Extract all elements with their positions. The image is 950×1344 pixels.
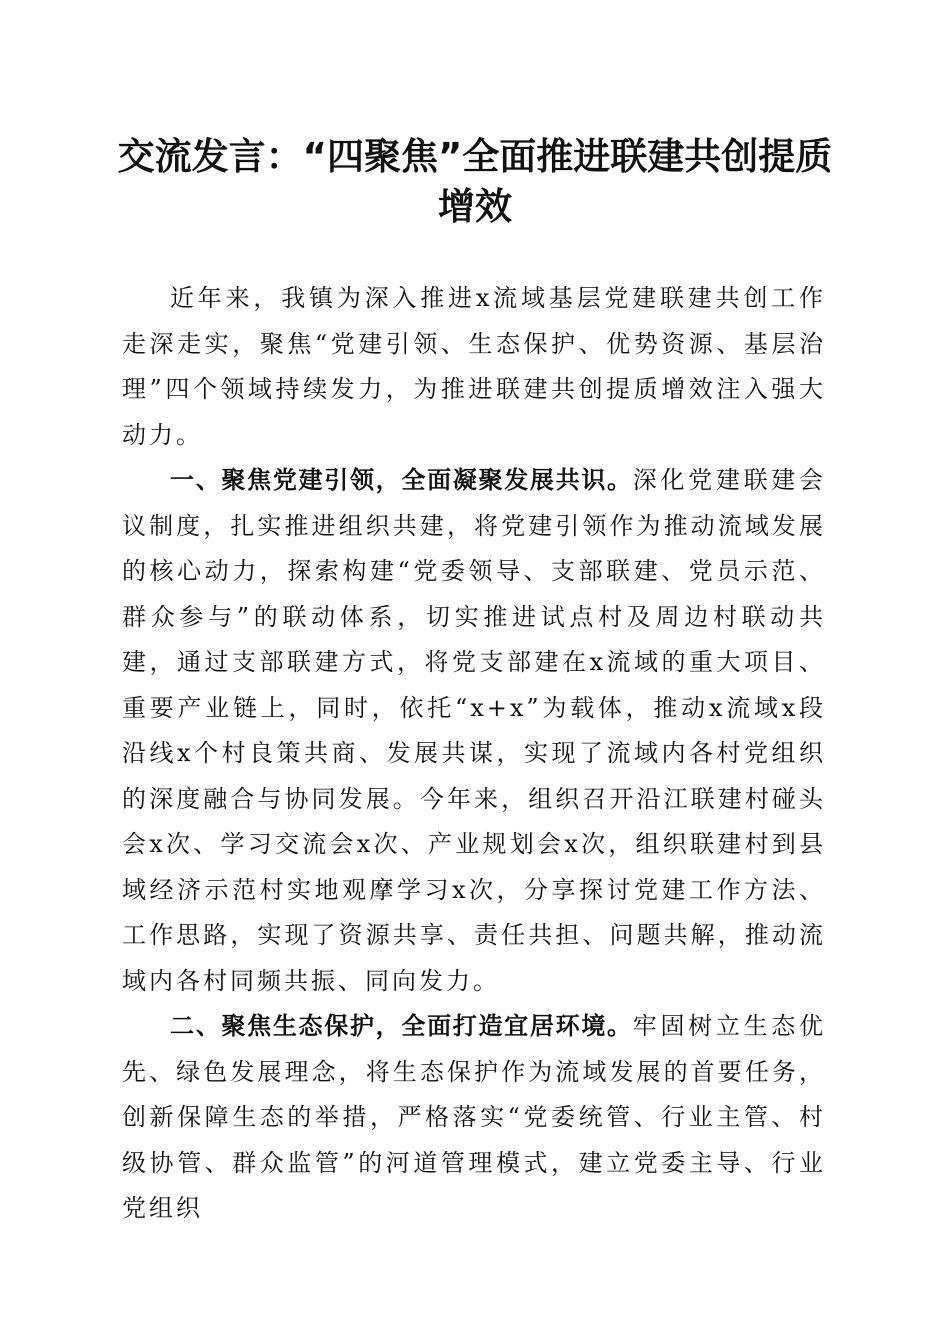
section-one-paragraph xyxy=(122,458,826,1004)
document-title xyxy=(100,132,850,232)
section-heading: 二、聚焦生态保护，全面打造宜居环境。 xyxy=(170,1012,633,1040)
paragraph-text: 深化党建联建会议制度，扎实推进组织共建，将党建引领作为推动流域发展的核心动力，探索构建“党委领导、支部联建、党员示范、群众参与”的联动体系，切实推进试点村及周边村联动共建，通过支部联建方式，将党支部建在x流域的重大项目、重要产业链上，同时，依托“x+x”为载体，推动x流域x段沿线x个村良策共商、发展共谋，实现了流域内各村党组织的深度融合与协同发展。今年来，组织召开沿江联建村碰头会x次、学习交流会x次、产业规划会x次，组织联建村到县域经济示范村实地观摩学习x次，分享探讨党建工作方法、工作思路，实现了资源共享、责任共担、问题共解，推动流域内各村同频共振、同向发力。 xyxy=(122,466,826,995)
intro-paragraph xyxy=(122,276,826,458)
paragraph-text: 牢固树立生态优先、绿色发展理念，将生态保护作为流域发展的首要任务，创新保障生态的举措，严格落实“党委统管、行业主管、村级协管、群众监管”的河道管理模式，建立党委主导、行业党组织 xyxy=(122,1012,826,1222)
title-line-1: 交流发言：“四聚焦”全面推进联建共创提质 xyxy=(117,135,833,178)
paragraph-text: 近年来，我镇为深入推进x流域基层党建联建共创工作走深走实，聚焦“党建引领、生态保护、优势资源、基层治理”四个领域持续发力，为推进联建共创提质增效注入强大动力。 xyxy=(122,284,826,449)
document-body xyxy=(122,276,826,1232)
section-two-paragraph xyxy=(122,1004,826,1232)
title-line-2: 增效 xyxy=(438,185,512,228)
section-heading: 一、聚焦党建引领，全面凝聚发展共识。 xyxy=(170,466,633,494)
